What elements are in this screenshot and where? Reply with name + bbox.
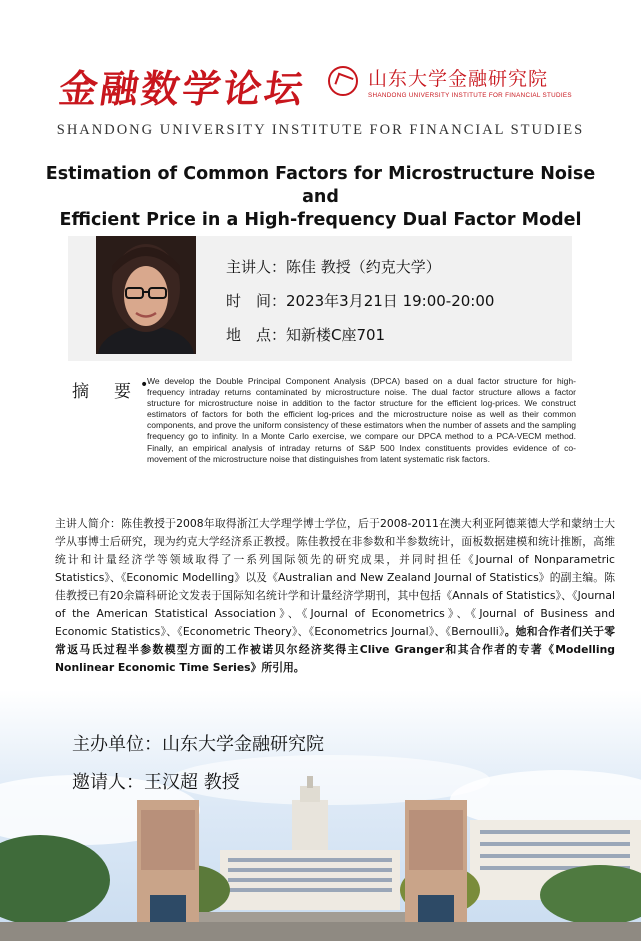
talk-title-line2: Efficient Price in a High-frequency Dual Factor Model [59, 210, 582, 230]
talk-title [30, 163, 611, 232]
time-line: 时 间：2023年3月21日 19:00-20:00 [226, 292, 495, 310]
speaker-bio-part2: 。她和合作者们关于零常返马氏过程半参数模型方面的工作被诺贝尔经济奖得主Clive Granger和其合作者的专著《Modelling Nonlinear Economic Time Series》所引用。 [55, 625, 615, 674]
speaker-line: 主讲人：陈佳 教授（约克大学） [226, 258, 441, 276]
campus-buildings-illustration [0, 690, 641, 941]
host-organizer: 主办单位：山东大学金融研究院 [72, 734, 324, 755]
abstract-text: We develop the Double Principal Component Analysis (DPCA) based on a dual factor structure for high-frequency intraday returns contaminated by microstructure noise. The dual factor structure allows a factor structure for microstructure noise in addition to the factor structure for the efficient log-prices. We construct estimators of factors for both the efficient log-prices and the microstructure noise as well as their common components, and prove the uniform consistency of these estimators when the number of assets and the sampling frequency go to infinity. In a Monte Carlo exercise, we compare our DPCA method to a PCA-VECM method. Finally, an empirical analysis of intraday returns of S&P 500 Index constituents provides evidence of co-movement of the microstructure noise that distinguishes from latent systematic risk factors. [147, 376, 576, 464]
institute-name-en-small: SHANDONG UNIVERSITY INSTITUTE FOR FINANCIAL STUDIES [368, 92, 572, 99]
header [0, 0, 641, 120]
place-line: 地 点：知新楼C座701 [226, 326, 386, 344]
inviter: 邀请人：王汉超 教授 [72, 772, 240, 793]
abstract-label: 摘 要 [72, 382, 135, 402]
forum-title: 金融数学论坛 [56, 66, 309, 111]
speaker-bio [55, 515, 615, 677]
campus-image [0, 690, 641, 941]
abstract-bullet: • [140, 377, 149, 393]
institute-name-en: SHANDONG UNIVERSITY INSTITUTE FOR FINANCIAL STUDIES [56, 122, 585, 138]
speaker-photo [96, 236, 196, 354]
speaker-bio-part1: 主讲人简介：陈佳教授于2008年取得浙江大学理学博士学位，后于2008-2011在澳大利亚阿德莱德大学和蒙纳士大学从事博士后研究，现为约克大学经济系正教授。陈佳教授在非参数和半参数统计，面板数据建模和统计推断，高维统计和计量经济学等领域取得了一系列国际领先的研究成果，并同时担任《Journal of Nonparametric Statistics》、《Economic Modelling》以及《Australian and New Zealand Journal of Statistics》的副主编。陈佳教授已有20余篇科研论文发表于国际知名统计学和计量经济学期刊，其中包括《Annals of Statistics》、《Journal of the American Statistical Association》、《Journal of Econometrics》、《Journal of Business and Economic Statistics》、《Econometric Theory》、《Econometrics Journal》、《Bernoulli》 [55, 517, 615, 638]
speaker-portrait-image [96, 236, 196, 354]
institute-name-cn: 山东大学金融研究院 [368, 68, 549, 90]
university-emblem-icon [328, 66, 358, 96]
talk-title-line1: Estimation of Common Factors for Microstructure Noise and [45, 164, 596, 207]
